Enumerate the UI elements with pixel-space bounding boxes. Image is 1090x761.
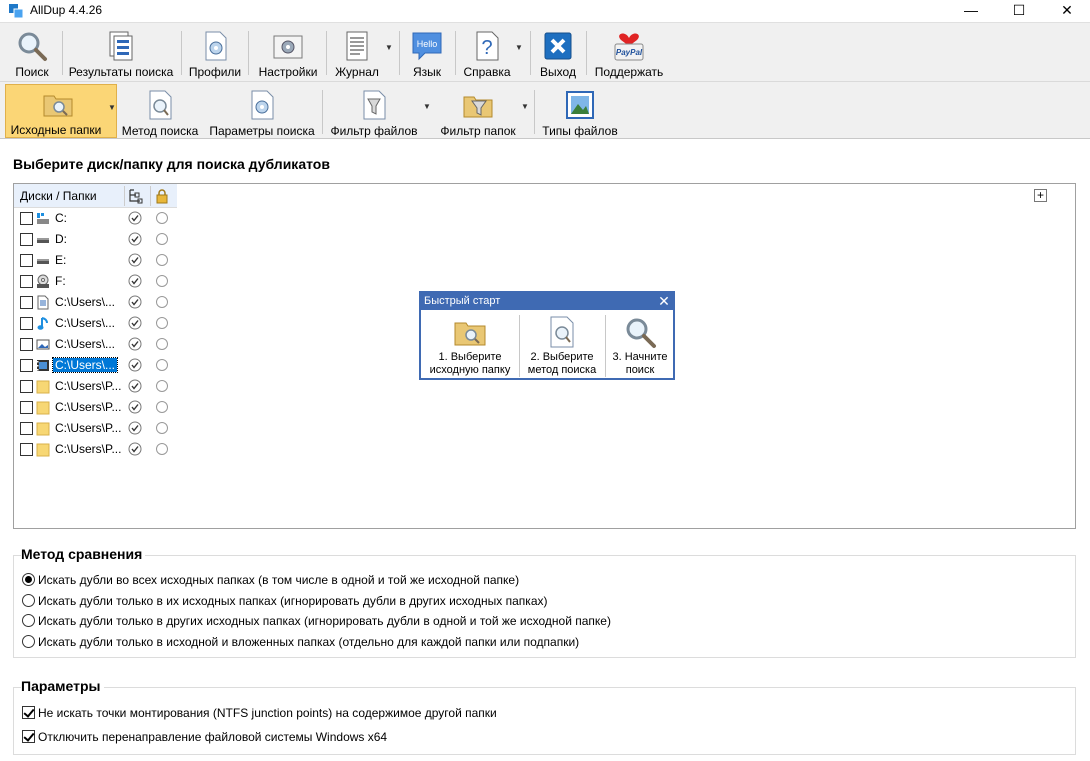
include-subfolders-check-icon[interactable] [128,211,142,225]
row-checkbox[interactable] [20,422,33,435]
help-icon [471,30,503,62]
language-button[interactable] [404,27,450,79]
param-option-1-label: Не искать точки монтирования (NTFS junction points) на содержимое другой папки [38,706,497,720]
include-subfolders-check-icon[interactable] [128,337,142,351]
protect-radio[interactable] [156,443,168,455]
help-label: Справка [463,65,511,79]
folder-icon [36,400,50,415]
source-folder-icon [453,315,487,349]
search-method-icon [144,89,176,121]
help-button[interactable] [460,27,514,79]
log-icon [341,30,373,62]
file-filter-label: Фильтр файлов [330,124,418,138]
param-option-2[interactable] [22,730,387,744]
search-button-label: Поиск [15,65,49,79]
section-toolbar [0,81,1090,139]
toolbar-divider [181,31,182,75]
compare-option-1-radio[interactable] [22,573,35,586]
include-subfolders-check-icon[interactable] [128,274,142,288]
language-label: Язык [412,65,442,79]
toolbar-divider [399,31,400,75]
list-item[interactable] [14,439,177,460]
step-3-line-1: 3. Начните [612,351,668,363]
toolbar-divider [322,90,323,134]
list-item[interactable] [14,418,177,439]
settings-label: Настройки [258,65,318,79]
source-folders-tab[interactable] [5,84,117,138]
compare-option-2[interactable] [22,594,548,608]
paypal-icon-text: PayPal [615,48,643,57]
step-2-line-2: метод поиска [527,364,597,376]
hello-icon-text: Hello [416,39,438,49]
music-folder-icon [36,316,50,331]
main-toolbar [0,22,1090,81]
protect-radio[interactable] [156,233,168,245]
compare-option-2-label: Искать дубли только в их исходных папках (игнорировать дубли в других исходных папках) [38,594,548,608]
param-option-2-label: Отключить перенаправление файловой системы Windows x64 [38,730,388,744]
parameters-title: Параметры [21,678,104,694]
quick-start-divider [519,315,520,377]
row-checkbox[interactable] [20,296,33,309]
search-params-label: Параметры поиска [209,124,315,138]
source-folders-icon [42,88,74,120]
row-checkbox[interactable] [20,254,33,267]
row-name: C:\Users\... [55,337,116,351]
row-name: C: [55,211,67,225]
toolbar-divider [534,90,535,134]
source-folders-label: Исходные папки [10,123,102,137]
search-params-icon [246,89,278,121]
quick-start-close-button[interactable]: ✕ [658,293,670,309]
log-button[interactable] [330,27,384,79]
header-divider [150,186,151,206]
protect-radio[interactable] [156,317,168,329]
search-results-label: Результаты поиска [68,65,174,79]
videos-folder-icon [36,358,50,373]
file-types-label: Типы файлов [542,124,618,138]
quick-start-step-2[interactable] [521,313,603,379]
list-item[interactable] [14,313,177,334]
expand-plus-button[interactable]: + [1034,189,1047,202]
drive-icon [36,232,50,247]
search-results-button[interactable] [66,27,176,79]
compare-option-4[interactable] [22,635,579,649]
list-item[interactable] [14,229,177,250]
parameters-group [13,687,1076,755]
step-1-line-2: исходную папку [429,364,511,376]
list-item[interactable] [14,355,177,376]
row-name: C:\Users\P... [55,421,122,435]
exit-icon [542,30,574,62]
folder-filter-icon [462,89,494,121]
protect-radio[interactable] [156,212,168,224]
subfolders-column-icon[interactable] [127,188,143,204]
row-name: C:\Users\... [55,295,116,309]
include-subfolders-check-icon[interactable] [128,253,142,267]
folder-filter-tab[interactable] [436,86,520,138]
row-checkbox[interactable] [20,338,33,351]
compare-option-1-label: Искать дубли во всех исходных папках (в том числе в одной и той же исходной папке) [38,573,520,587]
cd-drive-icon [36,274,50,289]
folder-icon [36,442,50,457]
search-method-tab[interactable] [120,86,200,138]
support-button[interactable] [592,27,666,79]
maximize-button[interactable]: ☐ [1012,2,1026,18]
include-subfolders-check-icon[interactable] [128,295,142,309]
compare-option-3-label: Искать дубли только в других исходных папках (игнорировать дубли в одной и той же исходной папке) [38,614,611,628]
include-subfolders-check-icon[interactable] [128,400,142,414]
section-title: Выберите диск/папку для поиска дубликатов [13,156,330,172]
param-option-1[interactable] [22,706,497,720]
row-name: C:\Users\... [55,358,116,372]
search-params-tab[interactable] [206,86,318,138]
include-subfolders-check-icon[interactable] [128,232,142,246]
step-2-line-1: 2. Выберите [530,351,594,363]
profiles-button[interactable] [186,27,244,79]
row-checkbox[interactable] [20,317,33,330]
quick-start-divider [605,315,606,377]
include-subfolders-check-icon[interactable] [128,421,142,435]
exit-button[interactable] [534,27,582,79]
list-item[interactable] [14,334,177,355]
column-header-drives-folders[interactable]: Диски / Папки [20,189,97,203]
header-divider [124,186,125,206]
protect-radio[interactable] [156,422,168,434]
step-3-line-2: поиск [625,364,655,376]
pictures-folder-icon [36,337,50,352]
window-title: AllDup 4.4.26 [30,3,103,17]
support-label: Поддержать [594,65,664,79]
log-label: Журнал [335,65,379,79]
include-subfolders-check-icon[interactable] [128,316,142,330]
file-filter-icon [358,89,390,121]
row-name: E: [55,253,67,267]
magnifier-icon [16,30,48,62]
list-header [14,184,177,208]
row-name: C:\Users\P... [55,379,122,393]
search-method-icon [545,315,579,349]
paypal-icon [613,30,645,62]
source-folders-dropdown-arrow-icon[interactable]: ▼ [108,103,116,112]
drive-icon [36,253,50,268]
toolbar-divider [248,31,249,75]
quick-start-step-1[interactable] [423,313,517,379]
quick-start-step-1-label [423,351,517,377]
system-drive-icon [36,211,50,226]
protect-radio[interactable] [156,338,168,350]
help-dropdown-arrow-icon[interactable]: ▼ [515,43,523,52]
param-option-1-checkbox[interactable] [22,706,35,719]
row-name: D: [55,232,67,246]
row-checkbox[interactable] [20,212,33,225]
row-checkbox[interactable] [20,443,33,456]
row-name: C:\Users\P... [55,400,122,414]
include-subfolders-check-icon[interactable] [128,379,142,393]
row-name: C:\Users\P... [55,442,122,456]
compare-option-3-radio[interactable] [22,614,35,627]
settings-icon [272,30,304,62]
minimize-button[interactable]: — [964,2,978,18]
quick-start-title: Быстрый старт [421,293,673,310]
help-icon-text: ? [481,37,493,59]
list-item[interactable] [14,292,177,313]
row-checkbox[interactable] [20,233,33,246]
list-item[interactable] [14,376,177,397]
step-1-line-1: 1. Выберите [438,351,502,363]
protect-radio[interactable] [156,296,168,308]
protect-radio[interactable] [156,401,168,413]
title-bar [0,0,1090,22]
hello-language-icon [411,30,443,62]
file-filter-tab[interactable] [328,86,420,138]
compare-method-title: Метод сравнения [21,546,145,562]
file-types-tab[interactable] [538,86,622,138]
row-checkbox[interactable] [20,275,33,288]
search-button[interactable] [6,27,58,79]
list-item[interactable] [14,271,177,292]
file-types-icon [564,89,596,121]
toolbar-divider [62,31,63,75]
list-item[interactable] [14,397,177,418]
folder-filter-dropdown-arrow-icon[interactable]: ▼ [521,102,529,111]
alldup-logo-icon [8,3,24,19]
row-checkbox[interactable] [20,359,33,372]
protect-radio[interactable] [156,254,168,266]
compare-option-2-radio[interactable] [22,594,35,607]
magnifier-icon [623,315,657,349]
toolbar-divider [530,31,531,75]
profiles-label: Профили [188,65,242,79]
include-subfolders-check-icon[interactable] [128,442,142,456]
log-dropdown-arrow-icon[interactable]: ▼ [385,43,393,52]
protect-radio[interactable] [156,359,168,371]
folder-filter-label: Фильтр папок [440,124,516,138]
compare-option-4-radio[interactable] [22,635,35,648]
search-method-label: Метод поиска [121,124,199,138]
quick-start-step-3[interactable] [607,313,673,379]
quick-start-step-3-label [607,351,673,377]
quick-start-panel [419,291,675,380]
param-option-2-checkbox[interactable] [22,730,35,743]
folder-icon [36,421,50,436]
lock-column-icon[interactable] [154,188,170,204]
row-name: F: [55,274,66,288]
exit-label: Выход [540,65,576,79]
compare-option-1[interactable] [22,573,519,587]
include-subfolders-check-icon[interactable] [128,358,142,372]
protect-radio[interactable] [156,380,168,392]
toolbar-divider [455,31,456,75]
toolbar-divider [586,31,587,75]
profiles-icon [199,30,231,62]
row-checkbox[interactable] [20,401,33,414]
compare-option-4-label: Искать дубли только в исходной и вложенных папках (отдельно для каждой папки или подпапки) [38,635,580,649]
toolbar-divider [326,31,327,75]
file-filter-dropdown-arrow-icon[interactable]: ▼ [423,102,431,111]
documents-folder-icon [36,295,50,310]
close-button[interactable]: ✕ [1061,2,1073,18]
quick-start-step-2-label [521,351,603,377]
protect-radio[interactable] [156,275,168,287]
row-checkbox[interactable] [20,380,33,393]
compare-option-3[interactable] [22,614,611,628]
row-name: C:\Users\... [55,316,116,330]
folder-icon [36,379,50,394]
results-icon [105,30,137,62]
settings-button[interactable] [254,27,322,79]
list-item[interactable] [14,208,177,229]
list-item[interactable] [14,250,177,271]
